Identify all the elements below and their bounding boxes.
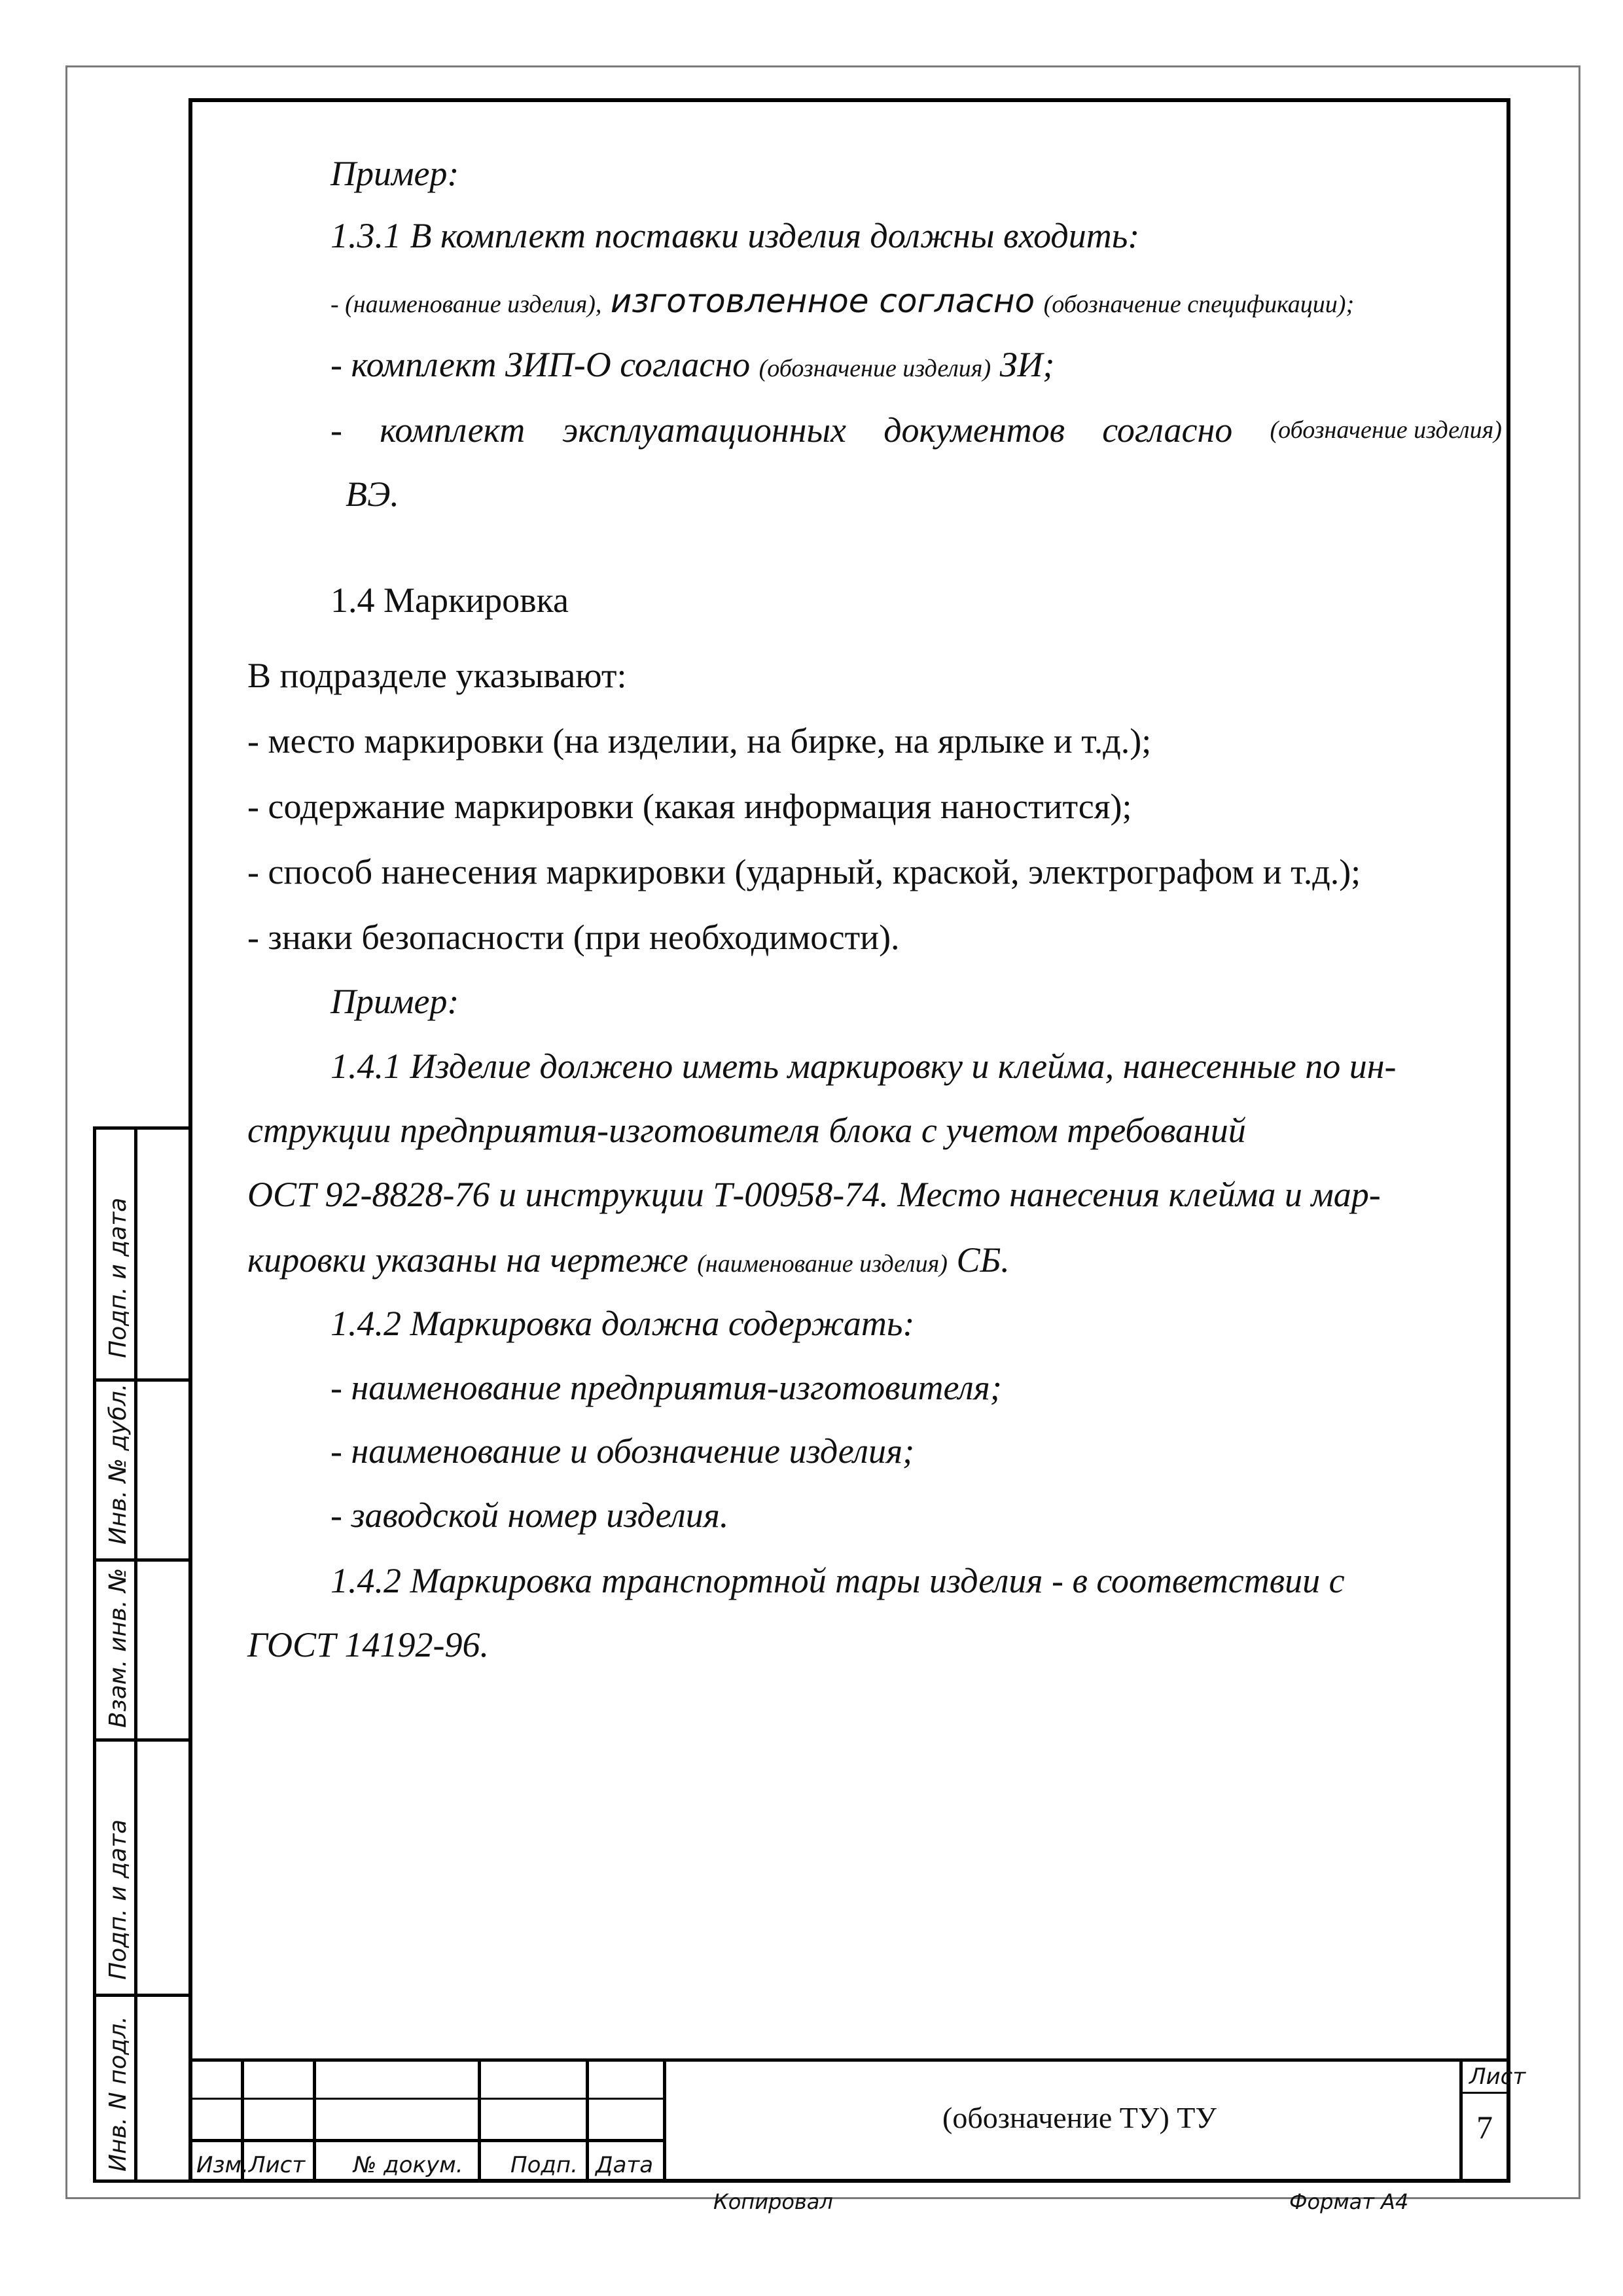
title-label-date: Дата: [596, 2152, 654, 2178]
title-col-line: [663, 2058, 666, 2183]
marking-content-2: - наименование и обозначение изделия;: [330, 1431, 915, 1471]
side-label-inv-dubl: Инв. № дубл.: [105, 1383, 132, 1545]
clause-1-4-2b-line-1: 1.4.2 Маркировка транспортной тары изделия - в соответствии с: [330, 1561, 1345, 1600]
clause-1-4-2: 1.4.2 Маркировка должна содержать:: [330, 1304, 915, 1343]
side-strip-line: [93, 1558, 188, 1562]
marking-requirement-1: - место маркировки (на изделии, на бирке, на ярлыке и т.д.);: [247, 721, 1152, 761]
delivery-item-3-cont: ВЭ.: [346, 475, 399, 514]
title-label-signature: Подп.: [510, 2152, 578, 2178]
side-label-inv-podl: Инв. N подл.: [105, 2016, 132, 2172]
example-label-2: Пример:: [330, 982, 459, 1021]
marking-requirement-2: - содержание маркировки (какая информация наностится);: [247, 787, 1132, 826]
title-label-list: Лист: [249, 2152, 306, 2178]
clause-1-4-1-line-4: кировки указаны на чертеже (наименование изделия) СБ.: [247, 1240, 1010, 1280]
side-label-vzam-inv: Взам. инв. №: [105, 1568, 132, 1728]
title-block-top-line: [188, 2058, 1510, 2062]
clause-1-4-2b-line-2: ГОСТ 14192-96.: [247, 1625, 490, 1664]
side-strip-line: [93, 1994, 188, 1997]
side-strip-divider: [134, 1126, 137, 2183]
clause-1-4-1-line-1: 1.4.1 Изделие должено иметь маркировку и клейма, нанесенные по ин-: [330, 1047, 1397, 1086]
example-label-1: Пример:: [330, 154, 459, 193]
title-label-doc-number: № докум.: [353, 2152, 463, 2178]
sheet-cell-line: [1459, 2092, 1510, 2094]
footer-copied: Копировал: [713, 2189, 833, 2214]
marking-content-3: - заводской номер изделия.: [330, 1496, 729, 1535]
sheet-col-line: [1459, 2058, 1463, 2183]
delivery-item-3: - комплект эксплуатационных документов согласно (обозначение изделия): [330, 410, 1502, 450]
title-col-line: [313, 2058, 316, 2183]
clause-1-4-1-line-3: ОСТ 92-8828-76 и инструкции Т-00958-74. Место нанесения клейма и мар-: [247, 1175, 1381, 1214]
clause-1-4-1-line-2: струкции предприятия-изготовителя блока с учетом требований: [247, 1111, 1246, 1150]
side-label-podp-data-1: Подп. и дата: [105, 1197, 132, 1358]
marking-requirement-3: - способ нанесения маркировки (ударный, краской, электрографом и т.д.);: [247, 852, 1361, 891]
side-strip-line: [93, 1378, 188, 1382]
sheet-number: 7: [1476, 2109, 1493, 2145]
marking-requirement-4: - знаки безопасности (при необходимости).: [247, 918, 900, 957]
title-block-header-line: [188, 2139, 663, 2142]
marking-content-1: - наименование предприятия-изготовителя;: [330, 1368, 1002, 1407]
delivery-item-2: - комплект ЗИП-О согласно (обозначение изделия) ЗИ;: [330, 345, 1055, 384]
document-designation: (обозначение ТУ) ТУ: [942, 2101, 1217, 2134]
delivery-item-1: - (наименование изделия), изготовленное согласно (обозначение спецификации);: [330, 282, 1355, 320]
sheet-label: Лист: [1469, 2064, 1526, 2090]
section-intro: В подразделе указывают:: [247, 656, 627, 695]
title-block-row-line: [188, 2098, 663, 2100]
title-col-line: [586, 2058, 589, 2183]
title-label-izm: Изм.: [196, 2152, 249, 2178]
clause-1-3-1: 1.3.1 В комплект поставки изделия должны входить:: [330, 216, 1140, 255]
title-col-line: [478, 2058, 481, 2183]
section-heading-1-4: 1.4 Маркировка: [330, 581, 569, 620]
side-strip-line: [93, 1738, 188, 1742]
side-label-podp-data-2: Подп. и дата: [105, 1819, 132, 1980]
footer-format: Формат А4: [1289, 2189, 1409, 2214]
